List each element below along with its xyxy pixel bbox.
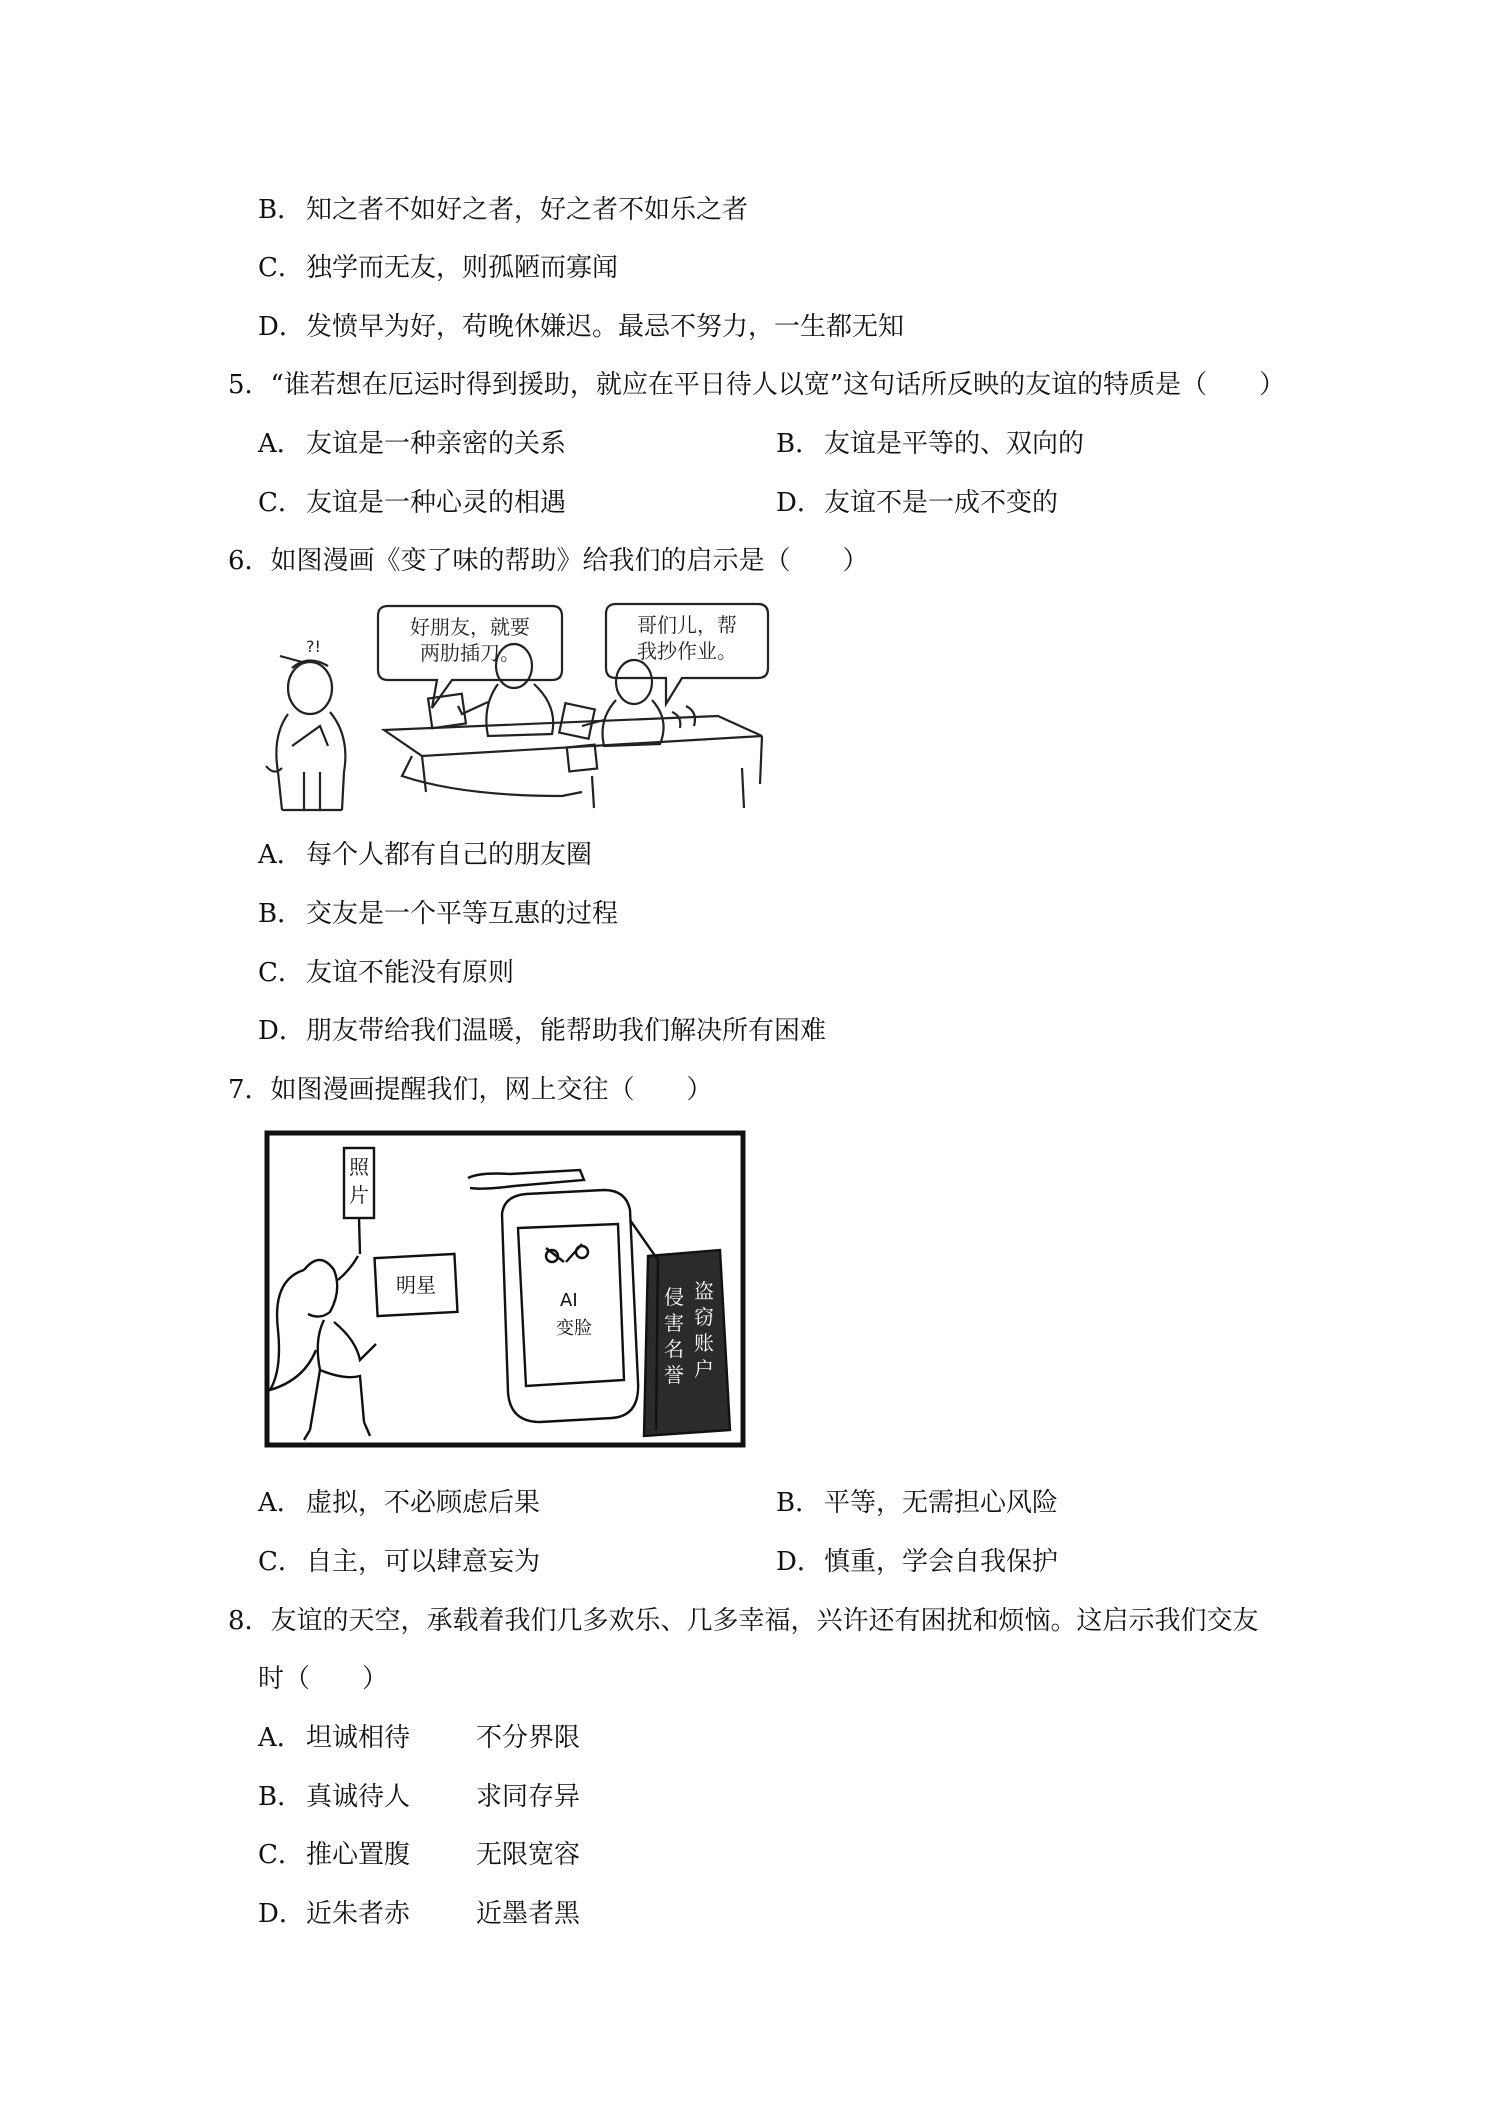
- confused-marks: ?!: [306, 637, 321, 656]
- q4-option-d: D．发愤早为好，苟晚休嫌迟。最忌不努力，一生都无知: [258, 312, 905, 342]
- q5-option-b: B． 友谊是平等的、双向的: [776, 429, 1085, 459]
- q7-stem: 7．如图漫画提醒我们，网上交往（ ）: [228, 1075, 713, 1105]
- star-card-text: 明星: [396, 1273, 436, 1297]
- q8-option-a: A． 坦诚相待 不分界限: [258, 1723, 581, 1753]
- q7-option-c: C．自主，可以肆意妄为: [258, 1547, 541, 1577]
- tower-col1-char4: 户: [694, 1357, 714, 1381]
- q7-cartoon: [264, 1130, 746, 1448]
- q6-option-c: C．友谊不能没有原则: [258, 958, 515, 988]
- q4-option-b: B． 知之者不如好之者，好之者不如乐之者: [258, 195, 749, 225]
- q6-stem: 6．如图漫画《变了味的帮助》给我们的启示是（ ）: [228, 546, 869, 576]
- tower-col2-char2: 害: [664, 1311, 684, 1335]
- bubble-right-line1: 哥们儿，帮: [637, 613, 737, 637]
- q6-cartoon: [262, 596, 778, 814]
- tower-col2-char1: 侵: [664, 1285, 684, 1309]
- q8-option-b: B． 真诚待人 求同存异: [258, 1782, 581, 1812]
- q6-option-b: B． 交友是一个平等互惠的过程: [258, 899, 619, 929]
- q8-option-c: C．推心置腹 无限宽容: [258, 1840, 581, 1870]
- tower-col2-char4: 誉: [664, 1363, 684, 1387]
- q5-stem: 5．“谁若想在厄运时得到援助，就应在平日待人以宽”这句话所反映的友谊的特质是（ ）: [228, 370, 1286, 400]
- phone-face-swap-text: 变脸: [556, 1318, 592, 1339]
- tower-col1-char1: 盗: [694, 1279, 714, 1303]
- bubble-left-line2: 两肋插刀。: [420, 641, 520, 665]
- tower-col2-char3: 名: [664, 1337, 684, 1361]
- q7-option-a: A． 虚拟，不必顾虑后果: [258, 1488, 541, 1518]
- tower-col1-char2: 窃: [694, 1305, 714, 1329]
- tower-col1-char3: 账: [694, 1331, 714, 1355]
- q4-option-c: C．独学而无友，则孤陋而寡闻: [258, 253, 619, 283]
- cartoon-online-risk: [264, 1130, 746, 1448]
- q6-option-a: A． 每个人都有自己的朋友圈: [258, 840, 593, 870]
- q7-option-b: B． 平等，无需担心风险: [776, 1488, 1059, 1518]
- bubble-left-line1: 好朋友，就要: [410, 615, 530, 639]
- q8-stem-line2: 时（ ）: [258, 1664, 389, 1694]
- q8-stem-line1: 8．友谊的天空，承载着我们几多欢乐、几多幸福，兴许还有困扰和烦恼。这启示我们交友: [228, 1606, 1259, 1636]
- q5-option-d: D．友谊不是一成不变的: [776, 488, 1059, 518]
- q6-option-d: D．朋友带给我们温暖，能帮助我们解决所有困难: [258, 1016, 827, 1046]
- photo-sign-char2: 片: [349, 1183, 369, 1207]
- q7-option-d: D．慎重，学会自我保护: [776, 1547, 1059, 1577]
- bubble-right-line2: 我抄作业。: [637, 639, 737, 663]
- phone-ai-text: AI: [560, 1290, 578, 1311]
- q8-option-d: D．近朱者赤 近墨者黑: [258, 1899, 581, 1929]
- photo-sign-char1: 照: [349, 1155, 369, 1179]
- q5-option-a: A． 友谊是一种亲密的关系: [258, 429, 567, 459]
- cartoon-changed-help: [262, 596, 778, 814]
- q5-option-c: C．友谊是一种心灵的相遇: [258, 488, 567, 518]
